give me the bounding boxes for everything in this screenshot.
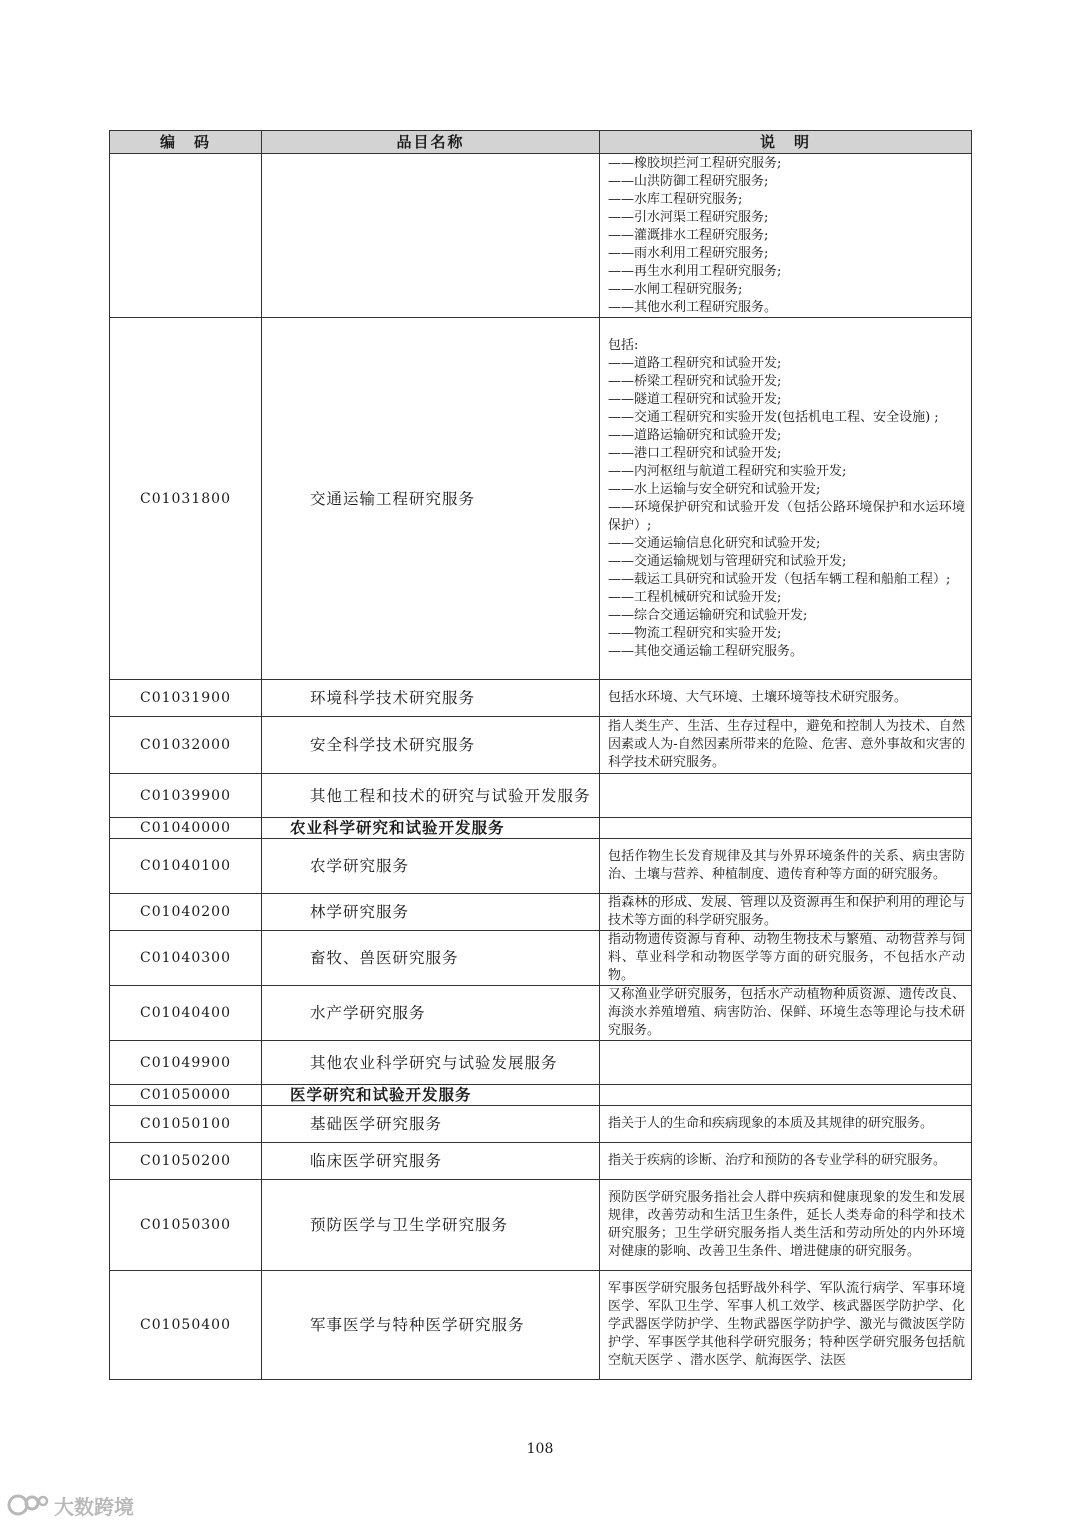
- item-name: [262, 1106, 600, 1143]
- item-description: [600, 1085, 972, 1106]
- item-name: [262, 839, 600, 894]
- watermark-text: 大数跨境: [54, 1494, 134, 1519]
- item-name: [262, 818, 600, 839]
- item-description: [600, 1180, 972, 1271]
- description-line: ——雨水利用工程研究服务;: [608, 245, 769, 261]
- item-code: C01031900: [110, 680, 262, 717]
- item-description: [600, 986, 972, 1041]
- description-line: ——交通工程研究和实验开发(包括机电工程、安全设施) ;: [608, 409, 939, 425]
- description-line: ——水库工程研究服务;: [608, 191, 743, 207]
- table-row: [110, 986, 972, 1041]
- header-code: 编 码: [110, 131, 262, 154]
- description-line: ——载运工具研究和试验开发（包括车辆工程和船舶工程）;: [608, 571, 951, 587]
- item-name: [262, 1085, 600, 1106]
- table-row: [110, 1143, 972, 1180]
- table-row: [110, 839, 972, 894]
- item-code: [110, 154, 262, 318]
- description-line: ——交通运输规划与管理研究和试验开发;: [608, 553, 847, 569]
- table-row: [110, 1271, 972, 1380]
- description-line: 指森林的形成、发展、管理以及资源再生和保护利用的理论与技术等方面的科学研究服务。: [608, 895, 965, 928]
- item-name: [262, 154, 600, 318]
- description-line: ——港口工程研究和试验开发;: [608, 445, 782, 461]
- item-code: C01031800: [110, 318, 262, 680]
- description-line: ——物流工程研究和实验开发;: [608, 625, 782, 641]
- item-name: [262, 1143, 600, 1180]
- header-description: 说 明: [600, 131, 972, 154]
- table-row: [110, 717, 972, 774]
- description-line: ——再生水利用工程研究服务;: [608, 263, 782, 279]
- item-description: [600, 717, 972, 774]
- description-line: ——橡胶坝拦河工程研究服务;: [608, 155, 782, 171]
- item-description: [600, 1106, 972, 1143]
- item-name: [262, 894, 600, 931]
- item-description: [600, 818, 972, 839]
- item-name-text: 农学研究服务: [310, 857, 410, 875]
- description-line: ——环境保护研究和试验开发（包括公路环境保护和水运环境保护）;: [608, 499, 965, 533]
- description-line: 指关于疾病的诊断、治疗和预防的各专业学科的研究服务。: [608, 1153, 947, 1168]
- table-header-row: [110, 131, 972, 154]
- description-line: ——隧道工程研究和试验开发;: [608, 391, 782, 407]
- description-line: ——道路工程研究和试验开发;: [608, 355, 782, 371]
- item-code: C01050100: [110, 1106, 262, 1143]
- item-description: [600, 839, 972, 894]
- table-row: [110, 318, 972, 680]
- description-line: 指人类生产、生活、生存过程中，避免和控制人为技术、自然因素或人为-自然因素所带来的危险、危害、意外事故和灾害的科学技术研究服务。: [608, 719, 965, 770]
- table-row: [110, 154, 972, 318]
- description-line: ——道路运输研究和试验开发;: [608, 427, 782, 443]
- description-line: 指关于人的生命和疾病现象的本质及其规律的研究服务。: [608, 1116, 934, 1131]
- item-name: [262, 1041, 600, 1085]
- header-item-name: 品目名称: [262, 131, 600, 154]
- description-line: 军事医学研究服务包括野战外科学、军队流行病学、军事环境医学、军队卫生学、军事人机工效学、核武器医学防护学、化学武器医学防护学、生物武器医学防护学、激光与微波医学防护学、军事医学其他科学研究服务；特种医学研究服务包括航空航天医学 、潜水医学、航海医学、法医: [608, 1281, 965, 1368]
- item-name-text: 安全科学技术研究服务: [310, 736, 476, 754]
- item-code: C01040200: [110, 894, 262, 931]
- item-code: C01050400: [110, 1271, 262, 1380]
- description-line: 指动物遗传资源与育种、动物生物技术与繁殖、动物营养与饲料、草业科学和动物医学等方面的研究服务，不包括水产动物。: [608, 932, 965, 983]
- description-line: 包括:: [608, 337, 639, 353]
- item-name: [262, 931, 600, 986]
- item-description: [600, 680, 972, 717]
- page-number: 108: [526, 1441, 554, 1457]
- description-line: ——综合交通运输研究和试验开发;: [608, 607, 808, 623]
- description-line: 包括水环境、大气环境、土壤环境等技术研究服务。: [608, 690, 908, 705]
- item-description: [600, 931, 972, 986]
- item-name-text: 预防医学与卫生学研究服务: [310, 1216, 509, 1234]
- item-description: [600, 154, 972, 318]
- item-name-text: 其他农业科学研究与试验发展服务: [310, 1053, 558, 1072]
- description-line: ——内河枢纽与航道工程研究和实验开发;: [608, 463, 847, 479]
- item-description: [600, 894, 972, 931]
- item-name-text: 交通运输工程研究服务: [310, 489, 476, 508]
- table-row: [110, 894, 972, 931]
- item-description: [600, 774, 972, 818]
- item-name-text: 临床医学研究服务: [310, 1152, 443, 1170]
- item-code: C01032000: [110, 717, 262, 774]
- description-line: ——其他水利工程研究服务。: [608, 299, 778, 315]
- item-code: C01050300: [110, 1180, 262, 1271]
- description-line: ——交通运输信息化研究和试验开发;: [608, 535, 821, 551]
- watermark: [6, 1492, 134, 1518]
- item-name-text: 林学研究服务: [310, 903, 410, 921]
- item-code: C01039900: [110, 774, 262, 818]
- item-name-text: 医学研究和试验开发服务: [290, 1085, 472, 1104]
- item-code: C01040300: [110, 931, 262, 986]
- item-description: [600, 1271, 972, 1380]
- item-name-text: 环境科学技术研究服务: [310, 689, 476, 707]
- item-name: [262, 680, 600, 717]
- table-row: [110, 1180, 972, 1271]
- description-line: ——工程机械研究和试验开发;: [608, 589, 782, 605]
- catalog-table: [109, 130, 972, 1380]
- item-name-text: 基础医学研究服务: [310, 1115, 443, 1133]
- description-line: ——水闸工程研究服务;: [608, 281, 743, 297]
- table-row: [110, 818, 972, 839]
- item-code: C01040400: [110, 986, 262, 1041]
- table-row: [110, 774, 972, 818]
- description-line: ——其他交通运输工程研究服务。: [608, 643, 804, 659]
- item-name: [262, 774, 600, 818]
- brand-logo-icon: [6, 1492, 50, 1518]
- description-line: 又称渔业学研究服务，包括水产动植物种质资源、遗传改良、海淡水养殖增殖、病害防治、保鲜、环境生态等理论与技术研究服务。: [608, 987, 965, 1038]
- table-row: [110, 931, 972, 986]
- item-code: C01040100: [110, 839, 262, 894]
- item-description: [600, 1041, 972, 1085]
- item-name: [262, 717, 600, 774]
- item-description: [600, 318, 972, 680]
- table-row: [110, 1041, 972, 1085]
- table-row: [110, 1085, 972, 1106]
- table-row: [110, 1106, 972, 1143]
- description-line: ——水上运输与安全研究和试验开发;: [608, 481, 821, 497]
- description-line: ——山洪防御工程研究服务;: [608, 173, 769, 189]
- item-name: [262, 986, 600, 1041]
- item-name-text: 农业科学研究和试验开发服务: [290, 818, 505, 837]
- description-line: 包括作物生长发育规律及其与外界环境条件的关系、病虫害防治、土壤与营养、种植制度、遗传育种等方面的研究服务。: [608, 849, 965, 882]
- description-line: ——引水河渠工程研究服务;: [608, 209, 769, 225]
- description-line: 预防医学研究服务指社会人群中疾病和健康现象的发生和发展规律，改善劳动和生活卫生条件，延长人类寿命的科学和技术研究服务；卫生学研究服务指人类生活和劳动所处的内外环境对健康的影响、改善卫生条件、增进健康的研究服务。: [608, 1190, 965, 1259]
- item-description: [600, 1143, 972, 1180]
- item-code: C01049900: [110, 1041, 262, 1085]
- item-name: [262, 318, 600, 680]
- item-name: [262, 1180, 600, 1271]
- item-code: C01050000: [110, 1085, 262, 1106]
- item-name-text: 军事医学与特种医学研究服务: [310, 1316, 525, 1334]
- item-code: C01050200: [110, 1143, 262, 1180]
- item-code: C01040000: [110, 818, 262, 839]
- item-name-text: 其他工程和技术的研究与试验开发服务: [310, 786, 591, 805]
- description-line: ——灌溉排水工程研究服务;: [608, 227, 769, 243]
- item-name: [262, 1271, 600, 1380]
- item-name-text: 水产学研究服务: [310, 1004, 426, 1022]
- item-name-text: 畜牧、兽医研究服务: [310, 949, 459, 967]
- description-line: ——桥梁工程研究和试验开发;: [608, 373, 782, 389]
- table-row: [110, 680, 972, 717]
